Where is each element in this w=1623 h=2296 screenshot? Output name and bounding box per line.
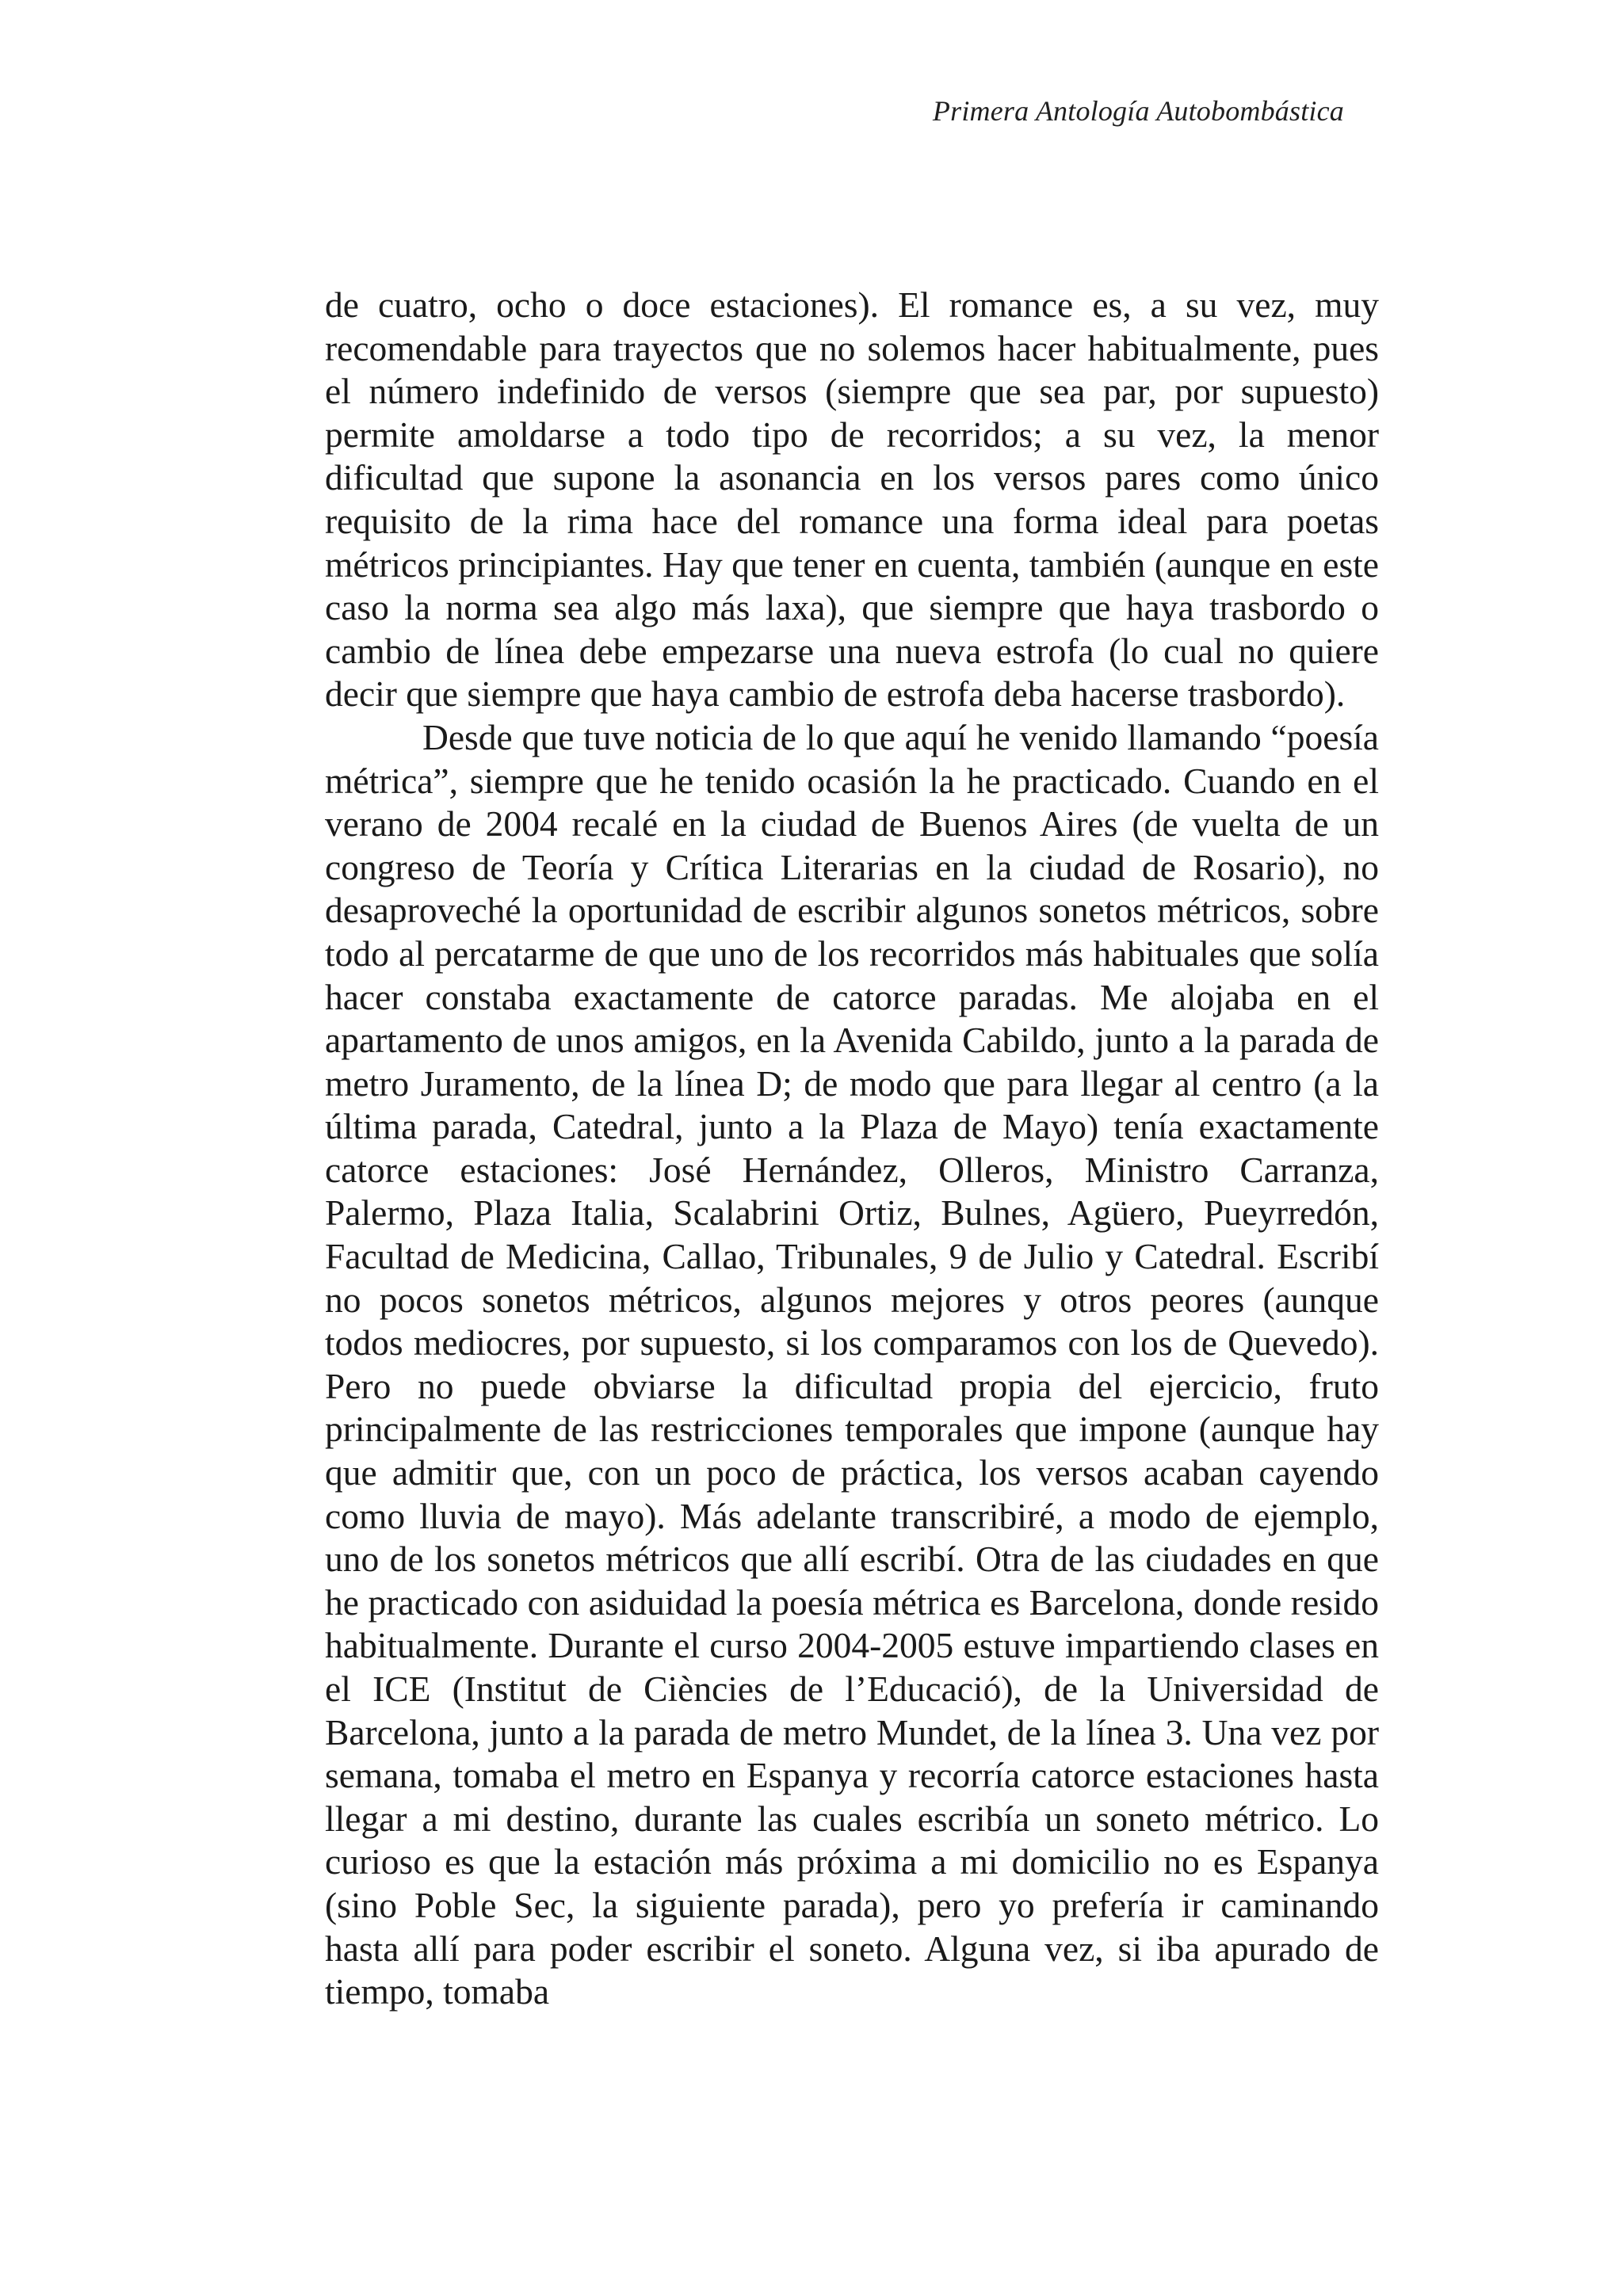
body-text [325, 284, 1379, 2014]
paragraph-2: Desde que tuve noticia de lo que aquí he venido llamando “poesía métrica”, siempre que he tenido ocasión la he practicado. Cuando en el verano de 2004 recalé en la ciudad de Buenos Aires (de vuelta de un congreso de Teoría y Crítica Literarias en la ciudad de Rosario), no desaproveché la oportunidad de escribir algunos sonetos métricos, sobre todo al percatarme de que uno de los recorridos más habituales que solía hacer constaba exactamente de catorce paradas. Me alojaba en el apartamento de unos amigos, en la Avenida Cabildo, junto a la parada de metro Juramento, de la línea D; de modo que para llegar al centro (a la última parada, Catedral, junto a la Plaza de Mayo) tenía exactamente catorce estaciones: José Hernández, Olleros, Ministro Carranza, Palermo, Plaza Italia, Scalabrini Ortiz, Bulnes, Agüero, Pueyrredón, Facultad de Medicina, Callao, Tribunales, 9 de Julio y Catedral. Escribí no pocos sonetos métricos, algunos mejores y otros peores (aunque todos mediocres, por supuesto, si los comparamos con los de Quevedo). Pero no puede obviarse la dificultad propia del ejercicio, fruto principalmente de las restricciones temporales que impone (aunque hay que admitir que, con un poco de práctica, los versos acaban cayendo como lluvia de mayo). Más adelante transcribiré, a modo de ejemplo, uno de los sonetos métricos que allí escribí. Otra de las ciudades en que he practicado con asiduidad la poesía métrica es Barcelona, donde resido habitualmente. Durante el curso 2004-2005 estuve impartiendo clases en el ICE (Institut de Ciències de l’Educació), de la Universidad de Barcelona, junto a la parada de metro Mundet, de la línea 3. Una vez por semana, tomaba el metro en Espanya y recorría catorce estaciones hasta llegar a mi destino, durante las cuales escribía un soneto métrico. Lo curioso es que la estación más próxima a mi domicilio no es Espanya (sino Poble Sec, la siguiente parada), pero yo prefería ir caminando hasta allí para poder escribir el soneto. Alguna vez, si iba apurado de tiempo, tomaba [325, 716, 1379, 2012]
running-header: Primera Antología Autobombástica [932, 95, 1344, 127]
paragraph-1: de cuatro, ocho o doce estaciones). El romance es, a su vez, muy recomendable para trayectos que no solemos hacer habitualmente, pues el número indefinido de versos (siempre que sea par, por supuesto) permite amoldarse a todo tipo de recorridos; a su vez, la menor dificultad que supone la asonancia en los versos pares como único requisito de la rima hace del romance una forma ideal para poetas métricos principiantes. Hay que tener en cuenta, también (aunque en este caso la norma sea algo más laxa), que siempre que haya trasbordo o cambio de línea debe empezarse una nueva estrofa (lo cual no quiere decir que siempre que haya cambio de estrofa deba hacerse trasbordo). [325, 284, 1379, 715]
